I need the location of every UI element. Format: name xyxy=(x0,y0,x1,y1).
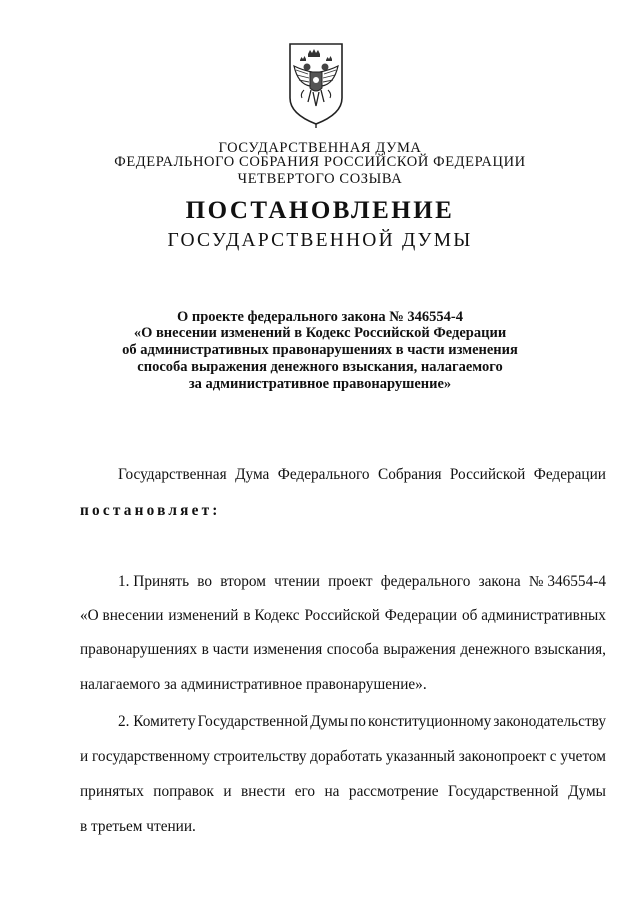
word: способа xyxy=(326,641,379,658)
point-2-line-2 xyxy=(80,749,606,764)
header-line-3: ЧЕТВЕРТОГО СОЗЫВА xyxy=(237,171,403,187)
word: Думы xyxy=(568,783,606,800)
point-1-line-3 xyxy=(80,642,606,657)
word: на xyxy=(324,783,340,800)
word: Думы xyxy=(310,713,349,730)
word: втором xyxy=(220,573,266,590)
word: Государственной xyxy=(197,713,309,730)
word: и xyxy=(223,783,232,800)
word: указанный xyxy=(385,748,456,765)
word: 1. Принять xyxy=(118,573,190,590)
about-line-4: способа выражения денежного взыскания, налагаемого xyxy=(137,359,503,375)
about-line-1: О проекте федерального закона № 346554-4 xyxy=(176,309,464,325)
word: взыскания, xyxy=(534,641,606,658)
word: 2. Комитету xyxy=(118,713,196,730)
document-title: ПОСТАНОВЛЕНИЕ xyxy=(185,197,455,224)
word: во xyxy=(197,573,213,590)
word: и государственному xyxy=(80,748,210,765)
word: «О внесении xyxy=(80,607,164,624)
word: федерального xyxy=(380,573,471,590)
word: рассмотрение xyxy=(348,783,439,800)
word: Российской xyxy=(449,466,526,483)
word: денежного xyxy=(460,641,530,658)
word: правонарушениях xyxy=(80,641,198,658)
word: в части xyxy=(201,641,249,658)
word: об административных xyxy=(461,607,606,624)
point-2-line-3 xyxy=(80,784,606,799)
word: законопроект xyxy=(458,748,547,765)
word: конституционному xyxy=(367,713,492,730)
word: Российской xyxy=(304,607,380,624)
word: поправок xyxy=(153,783,214,800)
preamble-line xyxy=(118,467,606,482)
word: по xyxy=(350,713,366,730)
word: Собрания xyxy=(378,466,442,483)
word: Государственная xyxy=(118,466,227,483)
point-1-line-4: налагаемого за административное правонарушение». xyxy=(80,676,427,693)
resolves-line: постановляет: xyxy=(80,502,221,519)
word: доработать xyxy=(310,748,383,765)
document-subtitle: ГОСУДАРСТВЕННОЙ ДУМЫ xyxy=(167,230,473,251)
word: с учетом xyxy=(549,748,606,765)
word: законодательству xyxy=(493,713,606,730)
about-line-3: об административных правонарушениях в части изменения xyxy=(122,342,518,358)
word: внести xyxy=(241,783,286,800)
coat-of-arms-emblem xyxy=(286,40,346,128)
word: проект xyxy=(328,573,373,590)
word: Федерального xyxy=(277,466,370,483)
word: Федерации xyxy=(533,466,606,483)
about-line-5: за административное правонарушение» xyxy=(188,376,452,392)
word: Федерации xyxy=(384,607,458,624)
word: Государственной xyxy=(447,783,559,800)
point-2-line-4: в третьем чтении. xyxy=(80,818,196,835)
word: строительству xyxy=(213,748,307,765)
word: принятых xyxy=(80,783,144,800)
word: № 346554-4 xyxy=(528,573,606,590)
word: изменений xyxy=(168,607,239,624)
point-2-line-1 xyxy=(118,714,606,729)
word: Дума xyxy=(235,466,270,483)
word: его xyxy=(294,783,316,800)
word: закона xyxy=(478,573,521,590)
point-1-line-1 xyxy=(118,574,606,589)
header-line-1: ГОСУДАРСТВЕННАЯ ДУМА xyxy=(218,140,422,156)
word: выражения xyxy=(383,641,456,658)
point-1-line-2 xyxy=(80,608,606,623)
word: чтении xyxy=(274,573,320,590)
header-line-2: ФЕДЕРАЛЬНОГО СОБРАНИЯ РОССИЙСКОЙ ФЕДЕРАЦИИ xyxy=(114,154,526,170)
word: в Кодекс xyxy=(243,607,300,624)
word: изменения xyxy=(253,641,323,658)
about-line-2: «О внесении изменений в Кодекс Российской Федерации xyxy=(133,325,507,341)
